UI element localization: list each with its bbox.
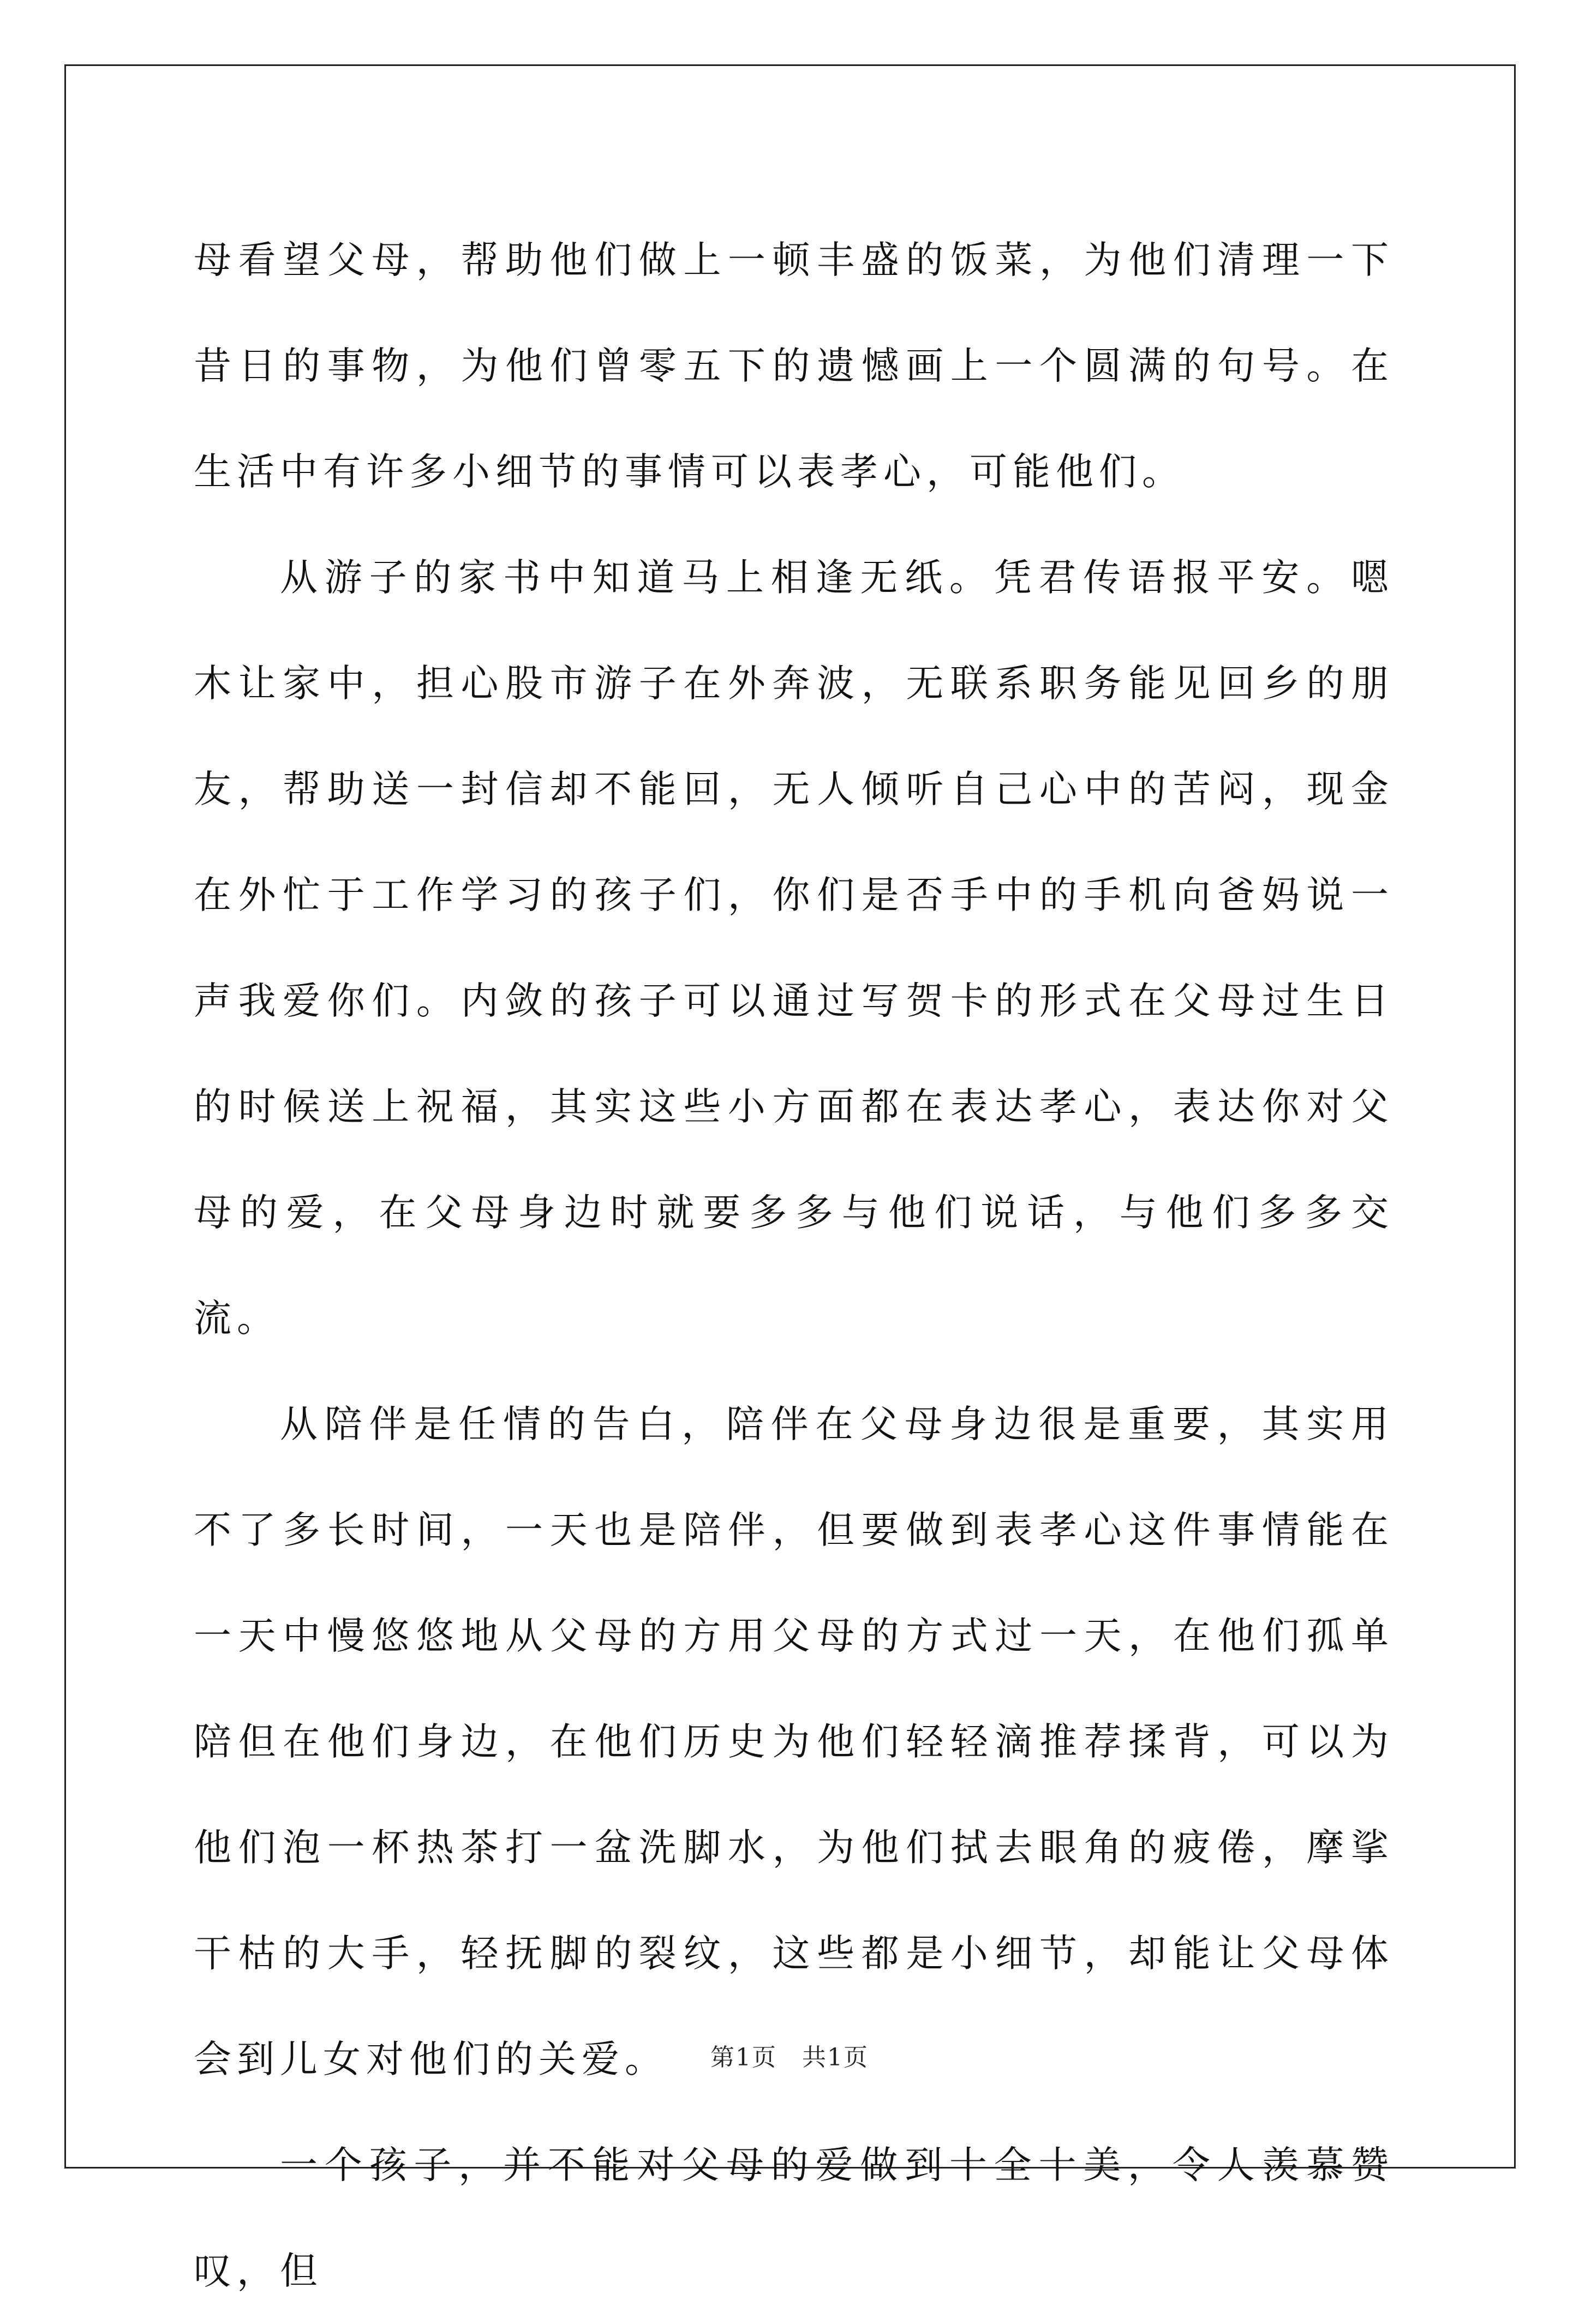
document-body — [194, 207, 1394, 2324]
paragraph: 从游子的家书中知道马上相逢无纸。凭君传语报平安。嗯木让家中，担心股市游子在外奔波，无联系职务能见回乡的朋友，帮助送一封信却不能回，无人倾听自己心中的苦闷，现金在外忙于工作学习的孩子们，你们是否手中的手机向爸妈说一声我爱你们。内敛的孩子可以通过写贺卡的形式在父母过生日的时候送上祝福，其实这些小方面都在表达孝心，表达你对父母的爱，在父母身边时就要多多与他们说话，与他们多多交流。 — [194, 556, 1394, 1340]
page-footer: 第1页 共1页 — [710, 2044, 869, 2071]
paragraph: 母看望父母，帮助他们做上一顿丰盛的饭菜，为他们清理一下昔日的事物，为他们曾零五下的遗憾画上一个圆满的句号。在生活中有许多小细节的事情可以表孝心，可能他们。 — [194, 238, 1394, 494]
paragraph: 一个孩子，并不能对父母的爱做到十全十美，令人羡慕赞叹，但 — [194, 2143, 1394, 2293]
paragraph: 从陪伴是任情的告白，陪伴在父母身边很是重要，其实用不了多长时间，一天也是陪伴，但要做到表孝心这件事情能在一天中慢悠悠地从父母的方用父母的方式过一天，在他们孤单陪但在他们身边，在他们历史为他们轻轻滴推荐揉背，可以为他们泡一杯热茶打一盆洗脚水，为他们拭去眼角的疲倦，摩挲干枯的大手，轻抚脚的裂纹，这些都是小细节，却能让父母体会到儿女对他们的关爱。 — [194, 1403, 1394, 2081]
